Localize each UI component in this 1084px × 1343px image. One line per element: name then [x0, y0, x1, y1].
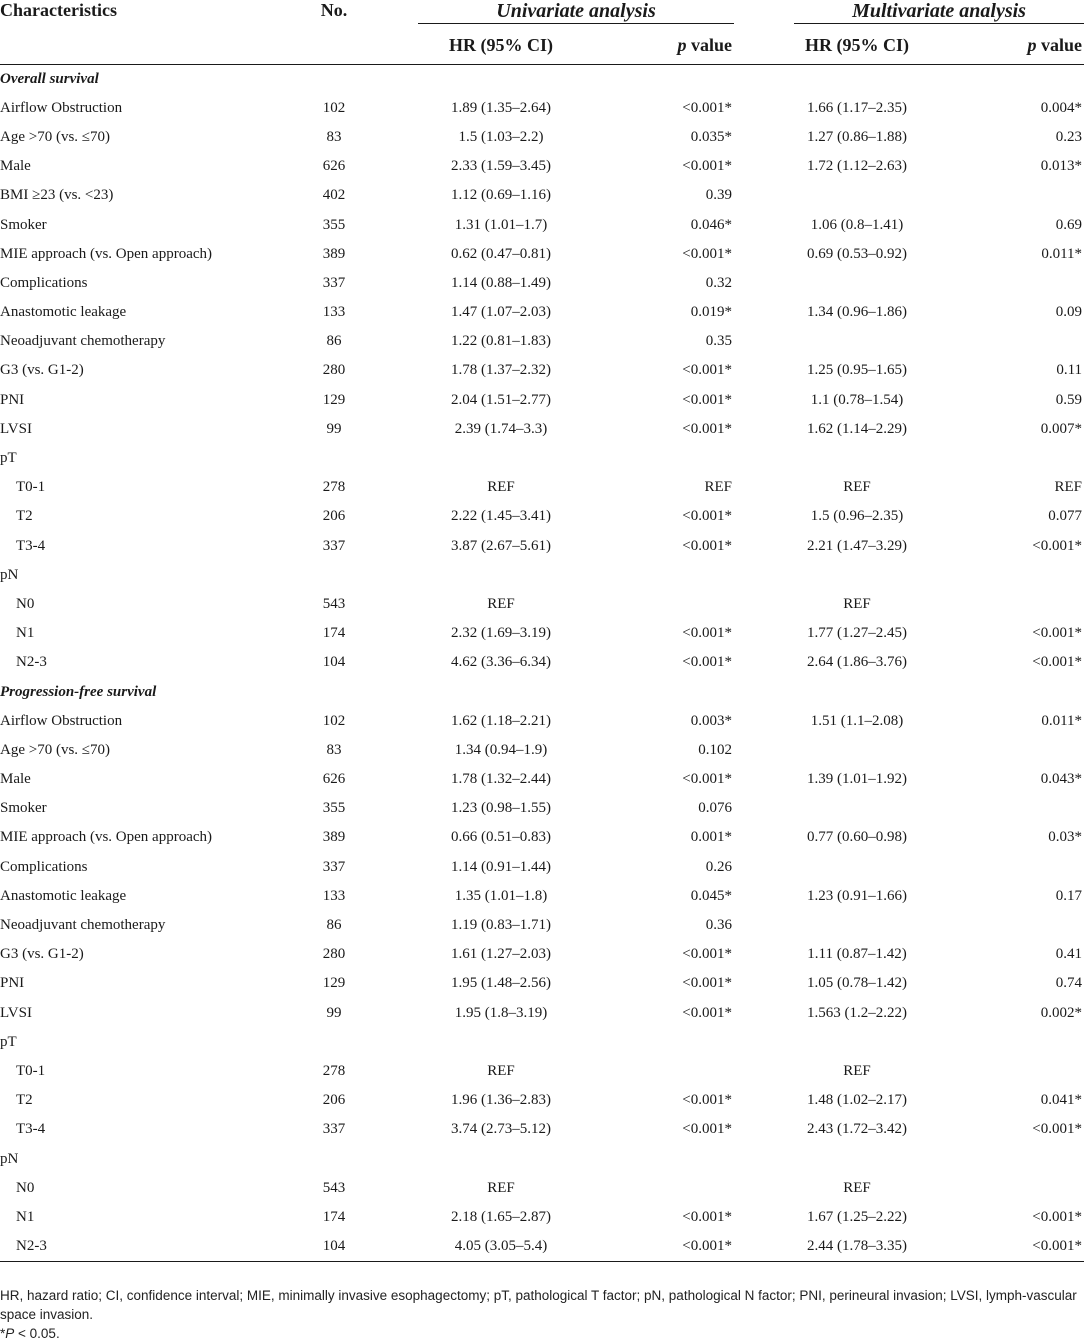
cell-no: 133 — [322, 304, 346, 321]
cell-no: 104 — [300, 1232, 378, 1261]
cell-multi-p — [960, 561, 1084, 590]
cell-multi-p — [960, 1028, 1084, 1057]
cell-no: 355 — [322, 800, 346, 817]
cell-characteristic: pN — [0, 1150, 19, 1167]
cell-uni-p: <0.001* — [682, 1208, 733, 1225]
cell-characteristic: MIE approach (vs. Open approach) — [0, 245, 212, 262]
cell-uni-p: <0.001* — [682, 1121, 733, 1138]
cell-no: 99 — [326, 1004, 342, 1021]
cell-multi-hr: 1.34 (0.96–1.86) — [807, 304, 908, 321]
table-row — [0, 1203, 1084, 1232]
cell-multi-hr: 1.27 (0.86–1.88) — [807, 128, 908, 145]
cell-no: 389 — [322, 245, 346, 262]
cell-uni-hr: 1.96 (1.36–2.83) — [451, 1092, 551, 1109]
cell-characteristic: Airflow Obstruction — [0, 712, 123, 729]
cell-multi-hr — [734, 1028, 960, 1057]
cell-uni-hr: 1.35 (1.01–1.8) — [454, 887, 548, 904]
cell-characteristic: G3 (vs. G1-2) — [0, 946, 84, 963]
cell-no: 337 — [322, 537, 346, 554]
cell-uni-hr: 1.47 (1.07–2.03) — [451, 304, 551, 321]
header-uni-p-word: value — [686, 34, 733, 55]
cell-no: 102 — [322, 99, 346, 116]
cell-uni-hr: 1.61 (1.27–2.03) — [451, 946, 551, 963]
cell-characteristic: LVSI — [0, 420, 32, 437]
cell-multi-hr: 2.21 (1.47–3.29) — [807, 537, 908, 554]
cell-multi-hr — [734, 1144, 960, 1173]
cell-no — [300, 444, 378, 473]
cell-multi-p: 0.011* — [1041, 245, 1083, 262]
cell-no: 129 — [322, 975, 346, 992]
cell-no: 280 — [322, 946, 346, 963]
cell-no: 278 — [322, 479, 346, 496]
cell-uni-p: 0.035* — [690, 128, 733, 145]
cell-multi-hr: REF — [843, 595, 871, 612]
cell-uni-p: <0.001* — [682, 975, 733, 992]
cell-multi-hr: 1.62 (1.14–2.29) — [807, 420, 908, 437]
cell-multi-hr: 1.67 (1.25–2.22) — [807, 1208, 908, 1225]
cell-uni-hr: 1.34 (0.94–1.9) — [454, 741, 548, 758]
cell-characteristic: Neoadjuvant chemotherapy — [0, 333, 166, 350]
cell-characteristic: Smoker — [0, 800, 47, 817]
cell-multi-p: 0.17 — [1055, 887, 1083, 904]
cell-characteristic: Airflow Obstruction — [0, 99, 123, 116]
table-row — [0, 1174, 1084, 1203]
header-multi-p-word: value — [1036, 34, 1083, 55]
cell-uni-p — [604, 1144, 734, 1173]
cell-uni-p — [604, 444, 734, 473]
cell-no: 337 — [322, 1121, 346, 1138]
cell-no: 543 — [322, 595, 346, 612]
cell-multi-hr: 0.77 (0.60–0.98) — [807, 829, 908, 846]
cell-uni-p: 0.046* — [690, 216, 733, 233]
cell-multi-p: 0.041* — [1040, 1092, 1083, 1109]
cell-uni-hr: REF — [487, 1062, 515, 1079]
cell-multi-p: 0.013* — [1040, 158, 1083, 175]
cell-characteristic: T0-1 — [16, 479, 46, 496]
header-uni-p — [604, 26, 734, 64]
footnote-sig-rest: < 0.05. — [14, 1326, 60, 1341]
cell-characteristic: MIE approach (vs. Open approach) — [0, 829, 212, 846]
cell-no: 129 — [322, 391, 346, 408]
header-univariate: Univariate analysis — [418, 0, 734, 24]
table-row — [0, 1115, 1084, 1144]
cell-no: 102 — [322, 712, 346, 729]
cell-uni-hr: 0.62 (0.47–0.81) — [451, 245, 551, 262]
cell-characteristic: pT — [0, 1033, 17, 1050]
cell-no: 174 — [322, 1208, 346, 1225]
table-row — [0, 823, 1084, 852]
table-row — [0, 765, 1084, 794]
cell-uni-p — [604, 1057, 734, 1086]
cell-multi-p: 0.59 — [1055, 391, 1083, 408]
cell-multi-p — [960, 590, 1084, 619]
cell-multi-hr: REF — [843, 1062, 871, 1079]
footnote-abbreviations: HR, hazard ratio; CI, confidence interval; MIE, minimally invasive esophagectomy; pT, pathological T factor; pN, pathological N factor; PNI, perineural invasion; LVSI, lymph-vascular space invasion. — [0, 1288, 1077, 1322]
cell-uni-hr: 2.39 (1.74–3.3) — [454, 420, 548, 437]
cell-no — [300, 1028, 378, 1057]
cell-multi-hr: 1.51 (1.1–2.08) — [810, 712, 904, 729]
table-row — [0, 1028, 1084, 1057]
cell-multi-p: 0.002* — [1040, 1004, 1083, 1021]
header-multi-p-letter: p — [1027, 34, 1037, 55]
cell-characteristic: T2 — [16, 1092, 33, 1109]
table-row — [0, 269, 1084, 298]
cell-multi-p — [960, 736, 1084, 765]
cell-multi-p — [960, 327, 1084, 356]
cell-characteristic: N0 — [16, 1179, 35, 1196]
cell-multi-hr — [734, 911, 960, 940]
cell-characteristic: N2-3 — [16, 654, 47, 671]
cell-uni-p — [604, 1028, 734, 1057]
cell-multi-hr: REF — [843, 1179, 871, 1196]
cell-characteristic: Smoker — [0, 216, 47, 233]
table-row — [0, 356, 1084, 385]
cell-multi-hr: 1.72 (1.12–2.63) — [807, 158, 908, 175]
cell-uni-hr: REF — [487, 479, 515, 496]
cell-multi-hr: 1.5 (0.96–2.35) — [810, 508, 904, 525]
header-multivariate: Multivariate analysis — [794, 0, 1084, 24]
cell-multi-p: <0.001* — [1032, 1121, 1083, 1138]
cell-multi-p: <0.001* — [1032, 654, 1083, 671]
cell-multi-hr: 1.48 (1.02–2.17) — [807, 1092, 908, 1109]
cell-multi-p: <0.001* — [1032, 1208, 1083, 1225]
header-no: No. — [320, 0, 348, 20]
cell-multi-p — [960, 444, 1084, 473]
cell-characteristic: LVSI — [0, 1004, 32, 1021]
cell-no: 174 — [322, 625, 346, 642]
table-row — [0, 123, 1084, 152]
cell-characteristic: BMI ≥23 (vs. <23) — [0, 187, 114, 204]
table-row — [0, 794, 1084, 823]
cell-characteristic: N0 — [16, 595, 35, 612]
cell-uni-p: 0.045* — [690, 887, 733, 904]
cell-uni-p: 0.019* — [690, 304, 733, 321]
table-row — [0, 707, 1084, 736]
cell-uni-hr: 1.31 (1.01–1.7) — [454, 216, 548, 233]
header-multi-hr: HR (95% CI) — [805, 34, 910, 55]
cell-multi-hr: 2.44 (1.78–3.35) — [734, 1232, 960, 1261]
cell-multi-hr — [734, 181, 960, 210]
cell-uni-p: <0.001* — [682, 625, 733, 642]
header-uni-p-letter: p — [677, 34, 687, 55]
cell-uni-p: 0.26 — [705, 858, 733, 875]
cell-characteristic: pN — [0, 566, 19, 583]
cell-multi-hr: 1.25 (0.95–1.65) — [807, 362, 908, 379]
table-row — [0, 969, 1084, 998]
cell-multi-hr: 1.39 (1.01–1.92) — [807, 771, 908, 788]
cell-no: 402 — [322, 187, 346, 204]
cell-uni-p: <0.001* — [682, 362, 733, 379]
cell-multi-p: REF — [1054, 479, 1083, 496]
cell-multi-p: <0.001* — [960, 1232, 1084, 1261]
table-row — [0, 999, 1084, 1028]
cell-no: 337 — [322, 858, 346, 875]
cell-characteristic: Neoadjuvant chemotherapy — [0, 917, 166, 934]
cell-characteristic: Age >70 (vs. ≤70) — [0, 128, 111, 145]
table-row — [0, 882, 1084, 911]
header-row-1 — [0, 0, 1084, 26]
cell-uni-hr: 1.23 (0.98–1.55) — [451, 800, 551, 817]
cell-multi-hr: 1.05 (0.78–1.42) — [807, 975, 908, 992]
cell-uni-hr: REF — [487, 1179, 515, 1196]
cell-multi-hr — [734, 736, 960, 765]
cell-multi-p — [960, 269, 1084, 298]
cell-no: 337 — [322, 274, 346, 291]
header-characteristics: Characteristics — [0, 0, 117, 20]
cell-uni-p: <0.001* — [682, 1004, 733, 1021]
cell-characteristic: Complications — [0, 858, 88, 875]
cell-characteristic: G3 (vs. G1-2) — [0, 362, 84, 379]
cell-multi-p: 0.74 — [1055, 975, 1083, 992]
cell-uni-p: REF — [704, 479, 733, 496]
cell-uni-hr: 1.14 (0.88–1.49) — [451, 274, 551, 291]
cell-characteristic: N2-3 — [0, 1232, 300, 1261]
cell-multi-p: <0.001* — [1032, 625, 1083, 642]
cell-no: 99 — [326, 420, 342, 437]
cell-uni-p: <0.001* — [682, 946, 733, 963]
cell-uni-hr: 2.18 (1.65–2.87) — [451, 1208, 551, 1225]
table-row — [0, 210, 1084, 239]
cell-multi-hr — [734, 327, 960, 356]
table-row — [0, 590, 1084, 619]
cell-uni-hr: 1.19 (0.83–1.71) — [451, 917, 551, 934]
table-row — [0, 736, 1084, 765]
cell-uni-hr: 4.05 (3.05–5.4) — [378, 1232, 604, 1261]
cell-characteristic: pT — [0, 450, 17, 467]
cell-uni-hr — [378, 1028, 604, 1057]
cell-multi-p: 0.69 — [1055, 216, 1083, 233]
cell-characteristic: PNI — [0, 975, 25, 992]
footnote-star: * — [0, 1326, 6, 1341]
table-row — [0, 327, 1084, 356]
cell-multi-hr: 1.11 (0.87–1.42) — [807, 946, 907, 963]
table-row — [0, 473, 1084, 502]
cell-uni-hr: 1.22 (0.81–1.83) — [451, 333, 551, 350]
cell-characteristic: Male — [0, 771, 31, 788]
cell-multi-p: 0.23 — [1055, 128, 1083, 145]
cell-uni-hr: 2.22 (1.45–3.41) — [451, 508, 551, 525]
cell-uni-p: 0.102 — [698, 741, 733, 758]
table-row — [0, 619, 1084, 648]
cell-uni-hr: 1.95 (1.48–2.56) — [451, 975, 551, 992]
cell-uni-hr: 1.89 (1.35–2.64) — [451, 99, 551, 116]
cell-uni-p: <0.001* — [682, 537, 733, 554]
cell-characteristic: T0-1 — [16, 1062, 46, 1079]
cell-uni-p: 0.36 — [705, 917, 733, 934]
cell-uni-hr: 1.95 (1.8–3.19) — [454, 1004, 548, 1021]
cell-uni-hr: 1.14 (0.91–1.44) — [451, 858, 551, 875]
cell-no: 543 — [322, 1179, 346, 1196]
cell-multi-p: 0.004* — [1040, 99, 1083, 116]
cell-uni-hr: 4.62 (3.36–6.34) — [451, 654, 551, 671]
cell-no: 206 — [322, 1092, 346, 1109]
header-univariate-group — [378, 0, 734, 26]
cell-uni-p: <0.001* — [682, 420, 733, 437]
cell-characteristic: Anastomotic leakage — [0, 304, 127, 321]
cell-characteristic: T3-4 — [16, 537, 46, 554]
cell-multi-p — [960, 1144, 1084, 1173]
cell-characteristic: N1 — [16, 625, 35, 642]
cell-uni-p: <0.001* — [604, 1232, 734, 1261]
table-row — [0, 648, 1084, 677]
header-multi-p — [960, 26, 1084, 64]
cell-no: 86 — [326, 917, 342, 934]
cell-multi-hr — [734, 853, 960, 882]
cell-uni-p: 0.003* — [690, 712, 733, 729]
cell-multi-hr: REF — [843, 479, 871, 496]
cell-no: 280 — [322, 362, 346, 379]
cell-multi-p: 0.03* — [1048, 829, 1083, 846]
header-uni-hr: HR (95% CI) — [449, 34, 553, 55]
cell-multi-hr: 1.66 (1.17–2.35) — [807, 99, 908, 116]
table-row — [0, 853, 1084, 882]
cell-uni-p: 0.35 — [705, 333, 733, 350]
cell-uni-hr: 2.32 (1.69–3.19) — [451, 625, 551, 642]
cell-no: 206 — [322, 508, 346, 525]
table-row — [0, 532, 1084, 561]
cell-characteristic: Age >70 (vs. ≤70) — [0, 741, 111, 758]
cell-multi-p — [960, 794, 1084, 823]
table-row — [0, 911, 1084, 940]
cell-uni-hr: 1.62 (1.18–2.21) — [451, 712, 551, 729]
cell-uni-hr: 1.5 (1.03–2.2) — [458, 128, 544, 145]
table-row — [0, 415, 1084, 444]
table-row — [0, 240, 1084, 269]
cell-uni-hr: 1.78 (1.37–2.32) — [451, 362, 551, 379]
cell-multi-hr: 0.69 (0.53–0.92) — [807, 245, 908, 262]
cell-uni-p: <0.001* — [682, 158, 733, 175]
table-row — [0, 181, 1084, 210]
cell-no: 278 — [322, 1062, 346, 1079]
cell-uni-p: <0.001* — [682, 1092, 733, 1109]
section-header-row — [0, 677, 1084, 706]
cell-uni-p: 0.076 — [698, 800, 733, 817]
cell-no: 355 — [322, 216, 346, 233]
cell-uni-hr — [378, 1144, 604, 1173]
cell-multi-p: 0.077 — [1048, 508, 1083, 525]
cell-multi-p: 0.09 — [1055, 304, 1083, 321]
cell-multi-p: 0.007* — [1040, 420, 1083, 437]
cell-uni-p — [604, 561, 734, 590]
cell-multi-p — [960, 911, 1084, 940]
cell-multi-hr: 1.23 (0.91–1.66) — [807, 887, 908, 904]
section-title: Overall survival — [0, 70, 99, 87]
cell-characteristic: T3-4 — [16, 1121, 46, 1138]
cell-characteristic: T2 — [16, 508, 33, 525]
table-row — [0, 298, 1084, 327]
cell-no: 86 — [326, 333, 342, 350]
cell-multi-p: 0.11 — [1056, 362, 1083, 379]
table-row — [0, 152, 1084, 181]
cell-uni-p: <0.001* — [682, 771, 733, 788]
table-row — [0, 1232, 1084, 1261]
cell-uni-p — [604, 590, 734, 619]
table-row — [0, 940, 1084, 969]
cell-no: 104 — [322, 654, 346, 671]
cell-multi-hr — [734, 794, 960, 823]
cell-characteristic: PNI — [0, 391, 25, 408]
cell-uni-hr: 1.12 (0.69–1.16) — [451, 187, 551, 204]
cell-uni-hr: 2.33 (1.59–3.45) — [451, 158, 551, 175]
table-row — [0, 561, 1084, 590]
cell-multi-hr — [734, 561, 960, 590]
cell-multi-hr: 1.06 (0.8–1.41) — [810, 216, 904, 233]
cell-no — [300, 1144, 378, 1173]
cell-uni-p: <0.001* — [682, 99, 733, 116]
table-row — [0, 444, 1084, 473]
cell-uni-p: 0.39 — [705, 187, 733, 204]
cell-uni-hr — [378, 444, 604, 473]
cell-no: 83 — [326, 128, 342, 145]
cell-multi-p: 0.043* — [1040, 771, 1083, 788]
cell-uni-p: <0.001* — [682, 245, 733, 262]
cell-multi-p: 0.011* — [1041, 712, 1083, 729]
table-row — [0, 386, 1084, 415]
cell-uni-p: <0.001* — [682, 391, 733, 408]
section-header-row — [0, 65, 1084, 94]
cell-characteristic: Male — [0, 158, 31, 175]
cell-uni-p — [604, 1174, 734, 1203]
cell-uni-hr: 3.87 (2.67–5.61) — [451, 537, 551, 554]
table-row — [0, 502, 1084, 531]
cell-uni-p: <0.001* — [682, 654, 733, 671]
cell-no: 389 — [322, 829, 346, 846]
cell-no: 626 — [322, 771, 346, 788]
cell-uni-hr — [378, 561, 604, 590]
footnote-p: P — [5, 1326, 15, 1341]
cell-multi-p — [960, 853, 1084, 882]
section-title: Progression-free survival — [0, 683, 157, 700]
cell-multi-p — [960, 1174, 1084, 1203]
cell-multi-p — [960, 1057, 1084, 1086]
cell-uni-hr: REF — [487, 595, 515, 612]
table-row — [0, 1086, 1084, 1115]
cell-characteristic: Anastomotic leakage — [0, 887, 127, 904]
cell-no: 626 — [322, 158, 346, 175]
cell-multi-hr: 1.77 (1.27–2.45) — [807, 625, 908, 642]
table-row — [0, 1057, 1084, 1086]
cell-no — [300, 561, 378, 590]
table-row — [0, 1144, 1084, 1173]
cell-multi-hr: 1.1 (0.78–1.54) — [810, 391, 904, 408]
cell-uni-hr: 2.04 (1.51–2.77) — [451, 391, 551, 408]
cell-characteristic: N1 — [16, 1208, 35, 1225]
cell-uni-hr: 3.74 (2.73–5.12) — [451, 1121, 551, 1138]
cell-uni-hr: 1.78 (1.32–2.44) — [451, 771, 551, 788]
cell-multi-hr — [734, 269, 960, 298]
cell-no: 133 — [322, 887, 346, 904]
table-row — [0, 94, 1084, 123]
cell-uni-p: <0.001* — [682, 508, 733, 525]
cell-multi-hr: 2.43 (1.72–3.42) — [807, 1121, 908, 1138]
cell-uni-p: 0.32 — [705, 274, 733, 291]
cell-multi-hr: 1.563 (1.2–2.22) — [807, 1004, 908, 1021]
footnote-significance — [0, 1324, 1084, 1343]
table-footnote — [0, 1286, 1084, 1343]
cell-uni-hr: 0.66 (0.51–0.83) — [451, 829, 551, 846]
header-multivariate-group — [734, 0, 1084, 26]
table-body — [0, 65, 1084, 1262]
cell-multi-hr: 2.64 (1.86–3.76) — [807, 654, 908, 671]
cell-uni-p: 0.001* — [690, 829, 733, 846]
cell-multi-p: <0.001* — [1032, 537, 1083, 554]
cell-characteristic: Complications — [0, 274, 88, 291]
cell-multi-hr — [734, 444, 960, 473]
cell-no: 83 — [326, 741, 342, 758]
cell-multi-p: 0.41 — [1055, 946, 1083, 963]
cell-multi-p — [960, 181, 1084, 210]
